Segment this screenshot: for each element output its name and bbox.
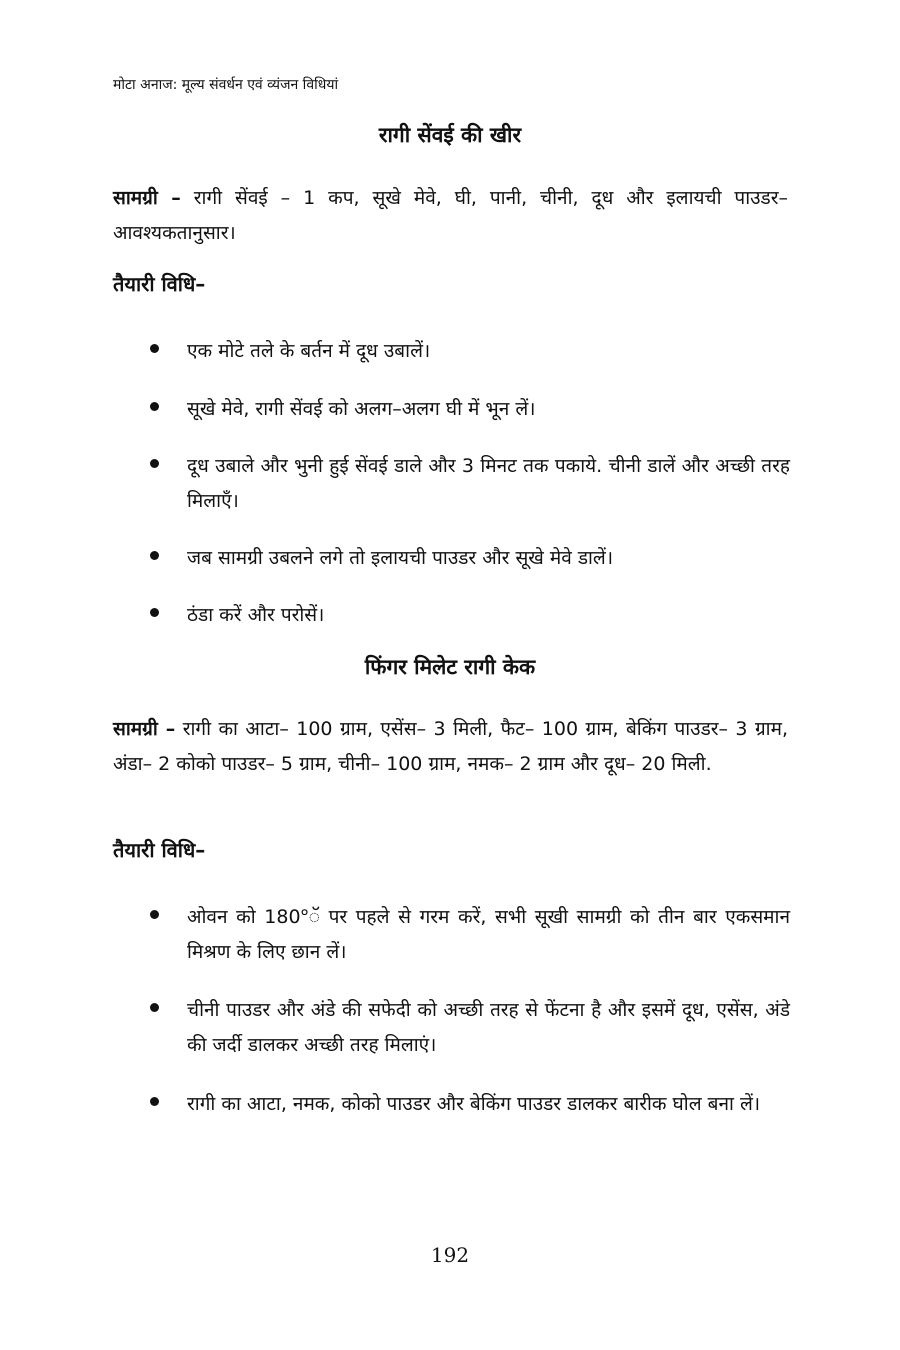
step-text: ठंडा करें और परोसें। (187, 604, 325, 626)
step-text: सूखे मेवे, रागी सेंवई को अलग–अलग घी में भून लें। (187, 398, 536, 420)
running-header: मोटा अनाज: मूल्य संवर्धन एवं व्यंजन विधियां (113, 77, 339, 93)
step-text: रागी का आटा, नमक, कोको पाउडर और बेकिंग पाउडर डालकर बारीक घोल बना लें। (187, 1093, 761, 1115)
bullet-icon (150, 402, 159, 411)
ingredients-text: रागी का आटा– 100 ग्राम, एसेंस– 3 मिली, फैट– 100 ग्राम, बेकिंग पाउडर– 3 ग्राम, अंडा– 2 कोको पाउडर– 5 ग्राम, चीनी– 100 ग्राम, नमक– 2 ग्राम और दूध– 20 मिली. (113, 718, 788, 775)
bullet-icon (150, 459, 159, 468)
ingredients-label: सामग्री – (113, 718, 176, 740)
page-number: 192 (430, 1243, 470, 1267)
bullet-icon (150, 551, 159, 560)
ingredients-text: रागी सेंवई – 1 कप, सूखे मेवे, घी, पानी, चीनी, दूध और इलायची पाउडर– आवश्यकतानुसार। (113, 187, 788, 244)
bullet-icon (150, 344, 159, 353)
bullet-icon (150, 608, 159, 617)
ingredients-paragraph (113, 181, 788, 251)
bullet-icon (150, 1003, 159, 1012)
step-text: चीनी पाउडर और अंडे की सफेदी को अच्छी तरह से फेंटना है और इसमें दूध, एसेंस, अंडे की जर्दी डालकर अच्छी तरह मिलाएं। (187, 999, 790, 1056)
recipe-title-ragi-cake: फिंगर मिलेट रागी केक (364, 655, 536, 679)
step-text: ओवन को 180°ॅ पर पहले से गरम करें, सभी सूखी सामग्री को तीन बार एकसमान मिश्रण के लिए छान लें। (187, 906, 790, 963)
bullet-icon (150, 1097, 159, 1106)
step-text: एक मोटे तले के बर्तन में दूध उबालें। (187, 340, 431, 362)
bullet-icon (150, 910, 159, 919)
recipe-title-ragi-kheer: रागी सेंवई की खीर (378, 123, 522, 147)
ingredients-label: सामग्री – (113, 187, 181, 209)
step-text: दूध उबाले और भुनी हुई सेंवई डाले और 3 मिनट तक पकाये. चीनी डालें और अच्छी तरह मिलाएँ। (187, 455, 790, 512)
step-text: जब सामग्री उबलने लगे तो इलायची पाउडर और सूखे मेवे डालें। (187, 547, 614, 569)
ingredients-paragraph (113, 712, 788, 782)
method-heading: तैयारी विधि– (113, 838, 206, 862)
method-heading: तैयारी विधि– (113, 272, 206, 296)
